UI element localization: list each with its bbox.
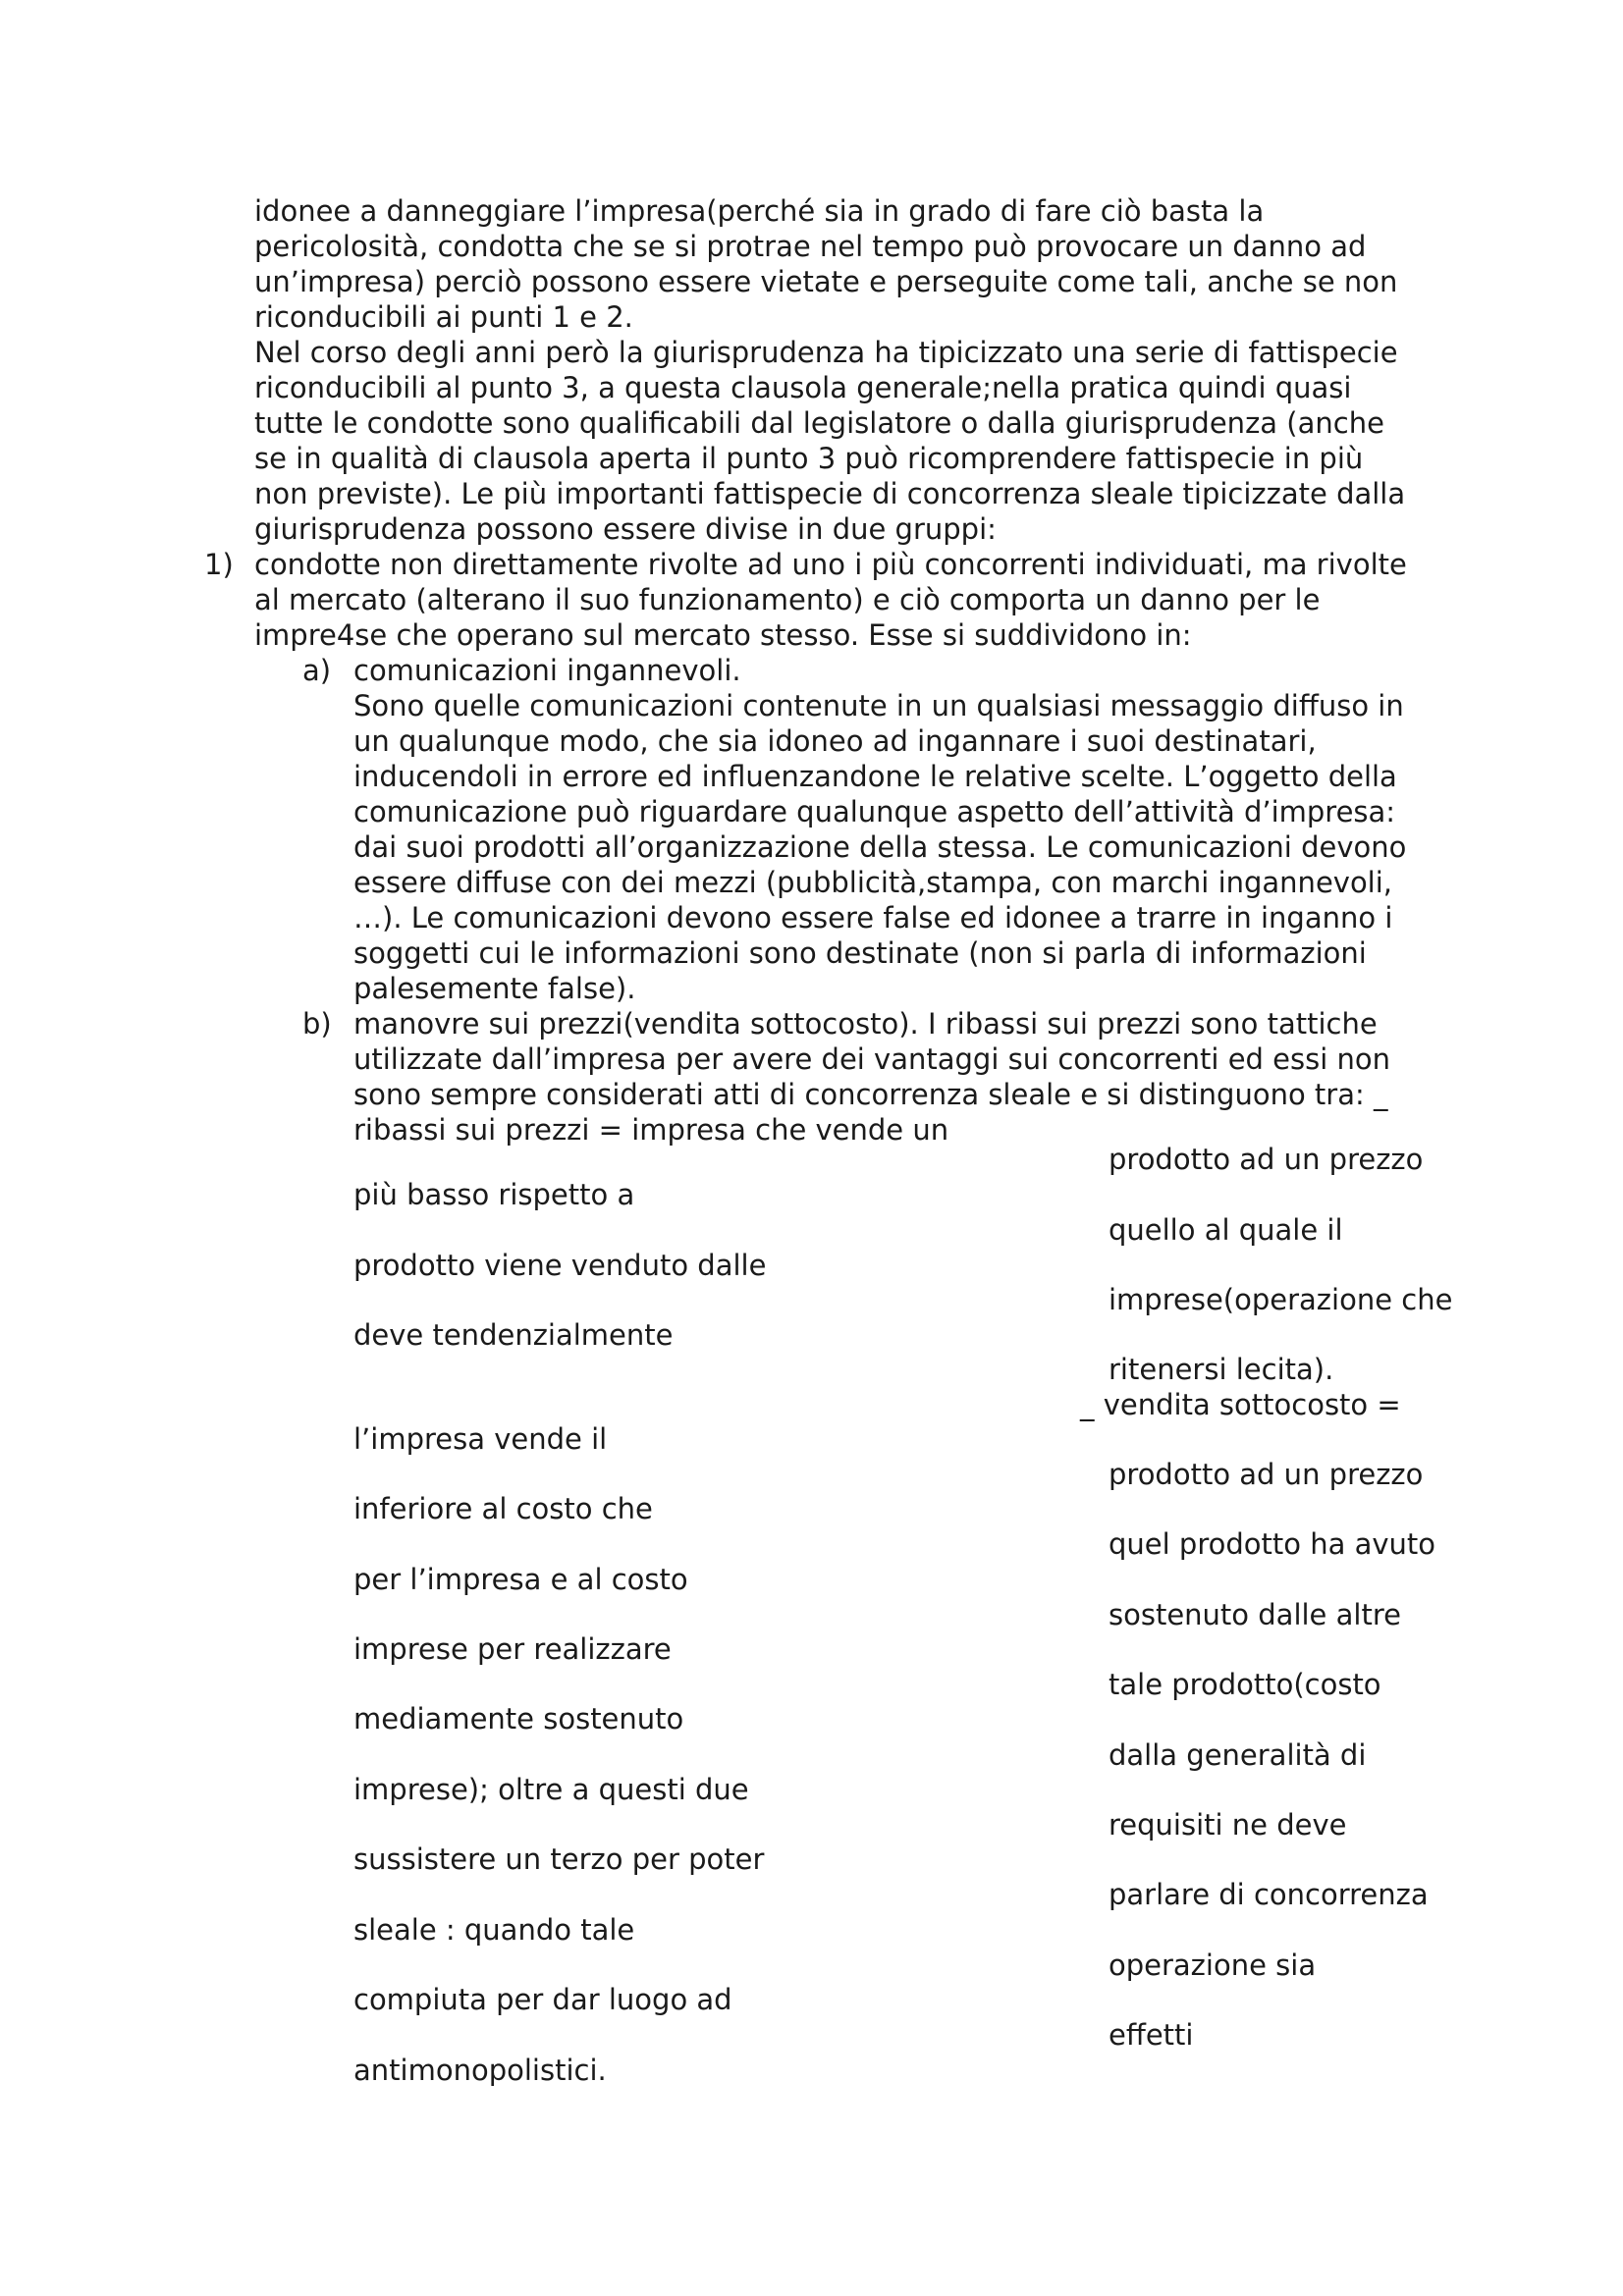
- text-line: Nel corso degli anni però la giurisprudenza ha tipicizzato una serie di fattispecie: [254, 336, 1398, 369]
- text-line: pericolosità, condotta che se si protrae nel tempo può provocare un danno ad: [254, 230, 1367, 263]
- text-line: condotte non direttamente rivolte ad uno i più concorrenti individuati, ma rivolte: [254, 548, 1407, 581]
- text-line: …). Le comunicazioni devono essere false ed idonee a trarre in inganno i: [353, 901, 1393, 934]
- text-line: non previste). Le più importanti fattispecie di concorrenza sleale tipicizzate dalla: [254, 477, 1406, 510]
- column-line: _ vendita sottocosto =: [1080, 1388, 1401, 1421]
- column-line: dalla generalità di: [1109, 1738, 1367, 1772]
- column-line: imprese per realizzare: [353, 1632, 672, 1666]
- list-marker: 1): [204, 548, 234, 581]
- text-line: utilizzate dall’impresa per avere dei vantaggi sui concorrenti ed essi non: [353, 1042, 1390, 1076]
- column-line: quel prodotto ha avuto: [1109, 1527, 1435, 1561]
- column-line: operazione sia: [1109, 1949, 1317, 1982]
- text-line: un’impresa) perciò possono essere vietate e perseguite come tali, anche se non: [254, 265, 1398, 298]
- text-line: Sono quelle comunicazioni contenute in un qualsiasi messaggio diffuso in: [353, 689, 1404, 722]
- text-line: al mercato (alterano il suo funzionamento) e ciò comporta un danno per le: [254, 583, 1321, 616]
- column-line: prodotto viene venduto dalle: [353, 1249, 767, 1282]
- text-line: palesemente false).: [353, 972, 636, 1005]
- text-line: giurisprudenza possono essere divise in due gruppi:: [254, 512, 997, 546]
- column-line: sostenuto dalle altre: [1109, 1598, 1401, 1631]
- text-line: ribassi sui prezzi = impresa che vende un: [353, 1113, 949, 1147]
- column-line: inferiore al costo che: [353, 1492, 653, 1525]
- text-line: manovre sui prezzi(vendita sottocosto). I ribassi sui prezzi sono tattiche: [353, 1007, 1378, 1041]
- column-line: sussistere un terzo per poter: [353, 1842, 765, 1876]
- column-line: prodotto ad un prezzo: [1109, 1458, 1424, 1491]
- text-line: riconducibili ai punti 1 e 2.: [254, 300, 633, 334]
- column-line: prodotto ad un prezzo: [1109, 1143, 1424, 1176]
- column-line: deve tendenzialmente: [353, 1318, 674, 1352]
- column-line: imprese); oltre a questi due: [353, 1773, 749, 1806]
- column-line: per l’impresa e al costo: [353, 1563, 688, 1596]
- column-line: mediamente sostenuto: [353, 1702, 684, 1735]
- text-line: idonee a danneggiare l’impresa(perché sia in grado di fare ciò basta la: [254, 194, 1265, 228]
- column-line: imprese(operazione che: [1109, 1283, 1453, 1316]
- text-line: comunicazione può riguardare qualunque aspetto dell’attività d’impresa:: [353, 795, 1396, 828]
- text-line: se in qualità di clausola aperta il punto 3 può ricomprendere fattispecie in più: [254, 442, 1364, 475]
- text-line: dai suoi prodotti all’organizzazione della stessa. Le comunicazioni devono: [353, 830, 1407, 864]
- column-line: effetti: [1109, 2018, 1194, 2052]
- list-marker: b): [302, 1007, 332, 1041]
- text-line: tutte le condotte sono qualificabili dal legislatore o dalla giurisprudenza (anche: [254, 406, 1384, 440]
- text-line: soggetti cui le informazioni sono destinate (non si parla di informazioni: [353, 936, 1367, 970]
- column-line: antimonopolistici.: [353, 2054, 607, 2087]
- column-line: parlare di concorrenza: [1109, 1878, 1429, 1911]
- column-line: più basso rispetto a: [353, 1178, 635, 1211]
- column-line: ritenersi lecita).: [1109, 1353, 1334, 1386]
- list-marker: a): [302, 654, 332, 687]
- column-line: requisiti ne deve: [1109, 1808, 1347, 1842]
- text-line: inducendoli in errore ed influenzandone le relative scelte. L’oggetto della: [353, 760, 1397, 793]
- column-line: sleale : quando tale: [353, 1913, 635, 1947]
- column-line: tale prodotto(costo: [1109, 1668, 1381, 1701]
- text-line: un qualunque modo, che sia idoneo ad ingannare i suoi destinatari,: [353, 724, 1317, 758]
- text-line: sono sempre considerati atti di concorrenza sleale e si distinguono tra: _: [353, 1078, 1388, 1111]
- column-line: l’impresa vende il: [353, 1422, 608, 1456]
- text-line: essere diffuse con dei mezzi (pubblicità,stampa, con marchi ingannevoli,: [353, 866, 1393, 899]
- text-line: impre4se che operano sul mercato stesso. Esse si suddividono in:: [254, 618, 1192, 652]
- text-line: comunicazioni ingannevoli.: [353, 654, 741, 687]
- text-line: riconducibili al punto 3, a questa clausola generale;nella pratica quindi quasi: [254, 371, 1352, 404]
- column-line: quello al quale il: [1109, 1213, 1343, 1247]
- column-line: compiuta per dar luogo ad: [353, 1983, 732, 2016]
